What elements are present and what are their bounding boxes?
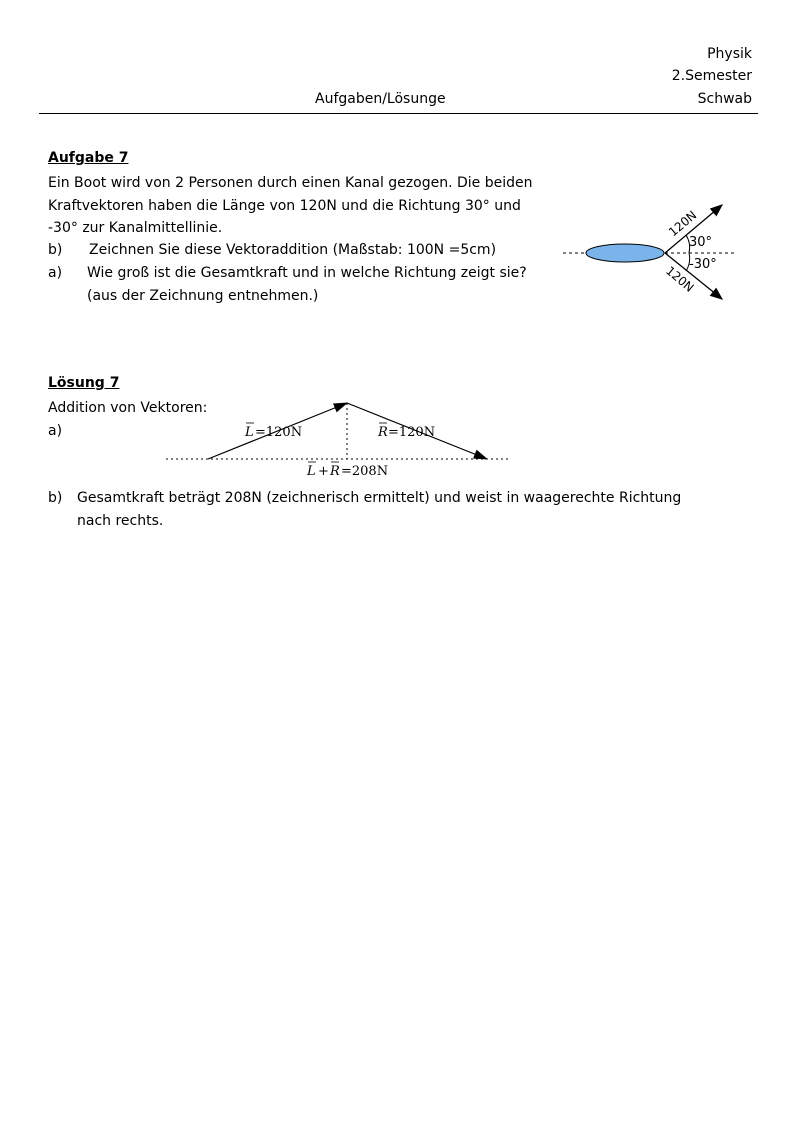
solution-item-b-text: Gesamtkraft beträgt 208N (zeichnerisch ermittelt) und weist in waagerechte Richtung xyxy=(77,490,682,506)
task-item-b-text: Zeichnen Sie diese Vektoraddition (Maßstab: 100N =5cm) xyxy=(89,242,497,258)
task-line-1: Ein Boot wird von 2 Personen durch einen Kanal gezogen. Die beiden xyxy=(48,175,533,191)
boat-vector-figure xyxy=(555,195,745,310)
vector-addition-figure xyxy=(160,395,515,487)
vector-l-value: =120N xyxy=(255,425,303,440)
sum-value: =208N xyxy=(341,464,389,479)
task-heading: Aufgabe 7 xyxy=(48,150,129,166)
solution-item-b-label: b) xyxy=(48,490,63,506)
header-semester: 2.Semester xyxy=(671,68,752,84)
task-line-2: Kraftvektoren haben die Länge von 120N und die Richtung 30° und xyxy=(48,198,521,214)
header-divider xyxy=(39,113,758,114)
boat-icon xyxy=(586,244,664,262)
task-item-a-text: Wie groß ist die Gesamtkraft und in welche Richtung zeigt sie? xyxy=(87,265,527,281)
solution-item-b-text-2: nach rechts. xyxy=(77,513,164,529)
vector-r-symbol: R xyxy=(378,425,388,440)
sum-operator: + xyxy=(318,464,329,479)
task-item-a-label: a) xyxy=(48,265,63,281)
header-author: Schwab xyxy=(697,91,752,107)
solution-intro: Addition von Vektoren: xyxy=(48,400,208,416)
lower-angle-label: -30° xyxy=(689,257,717,272)
header-subject: Physik xyxy=(707,46,752,62)
vector-l-symbol: L xyxy=(245,425,254,440)
upper-angle-label: 30° xyxy=(689,235,713,250)
sum-r-symbol: R xyxy=(330,464,340,479)
upper-force-label: 120N xyxy=(665,208,700,240)
vector-r-value: =120N xyxy=(388,425,436,440)
header-title: Aufgaben/Lösunge xyxy=(315,91,446,107)
solution-heading: Lösung 7 xyxy=(48,375,120,391)
lower-force-label: 120N xyxy=(663,263,697,295)
task-item-b-label: b) xyxy=(48,242,63,258)
sum-l-symbol: L xyxy=(307,464,316,479)
solution-item-a-label: a) xyxy=(48,423,63,439)
task-item-a-text-2: (aus der Zeichnung entnehmen.) xyxy=(87,288,319,304)
task-line-3: -30° zur Kanalmittellinie. xyxy=(48,220,223,236)
